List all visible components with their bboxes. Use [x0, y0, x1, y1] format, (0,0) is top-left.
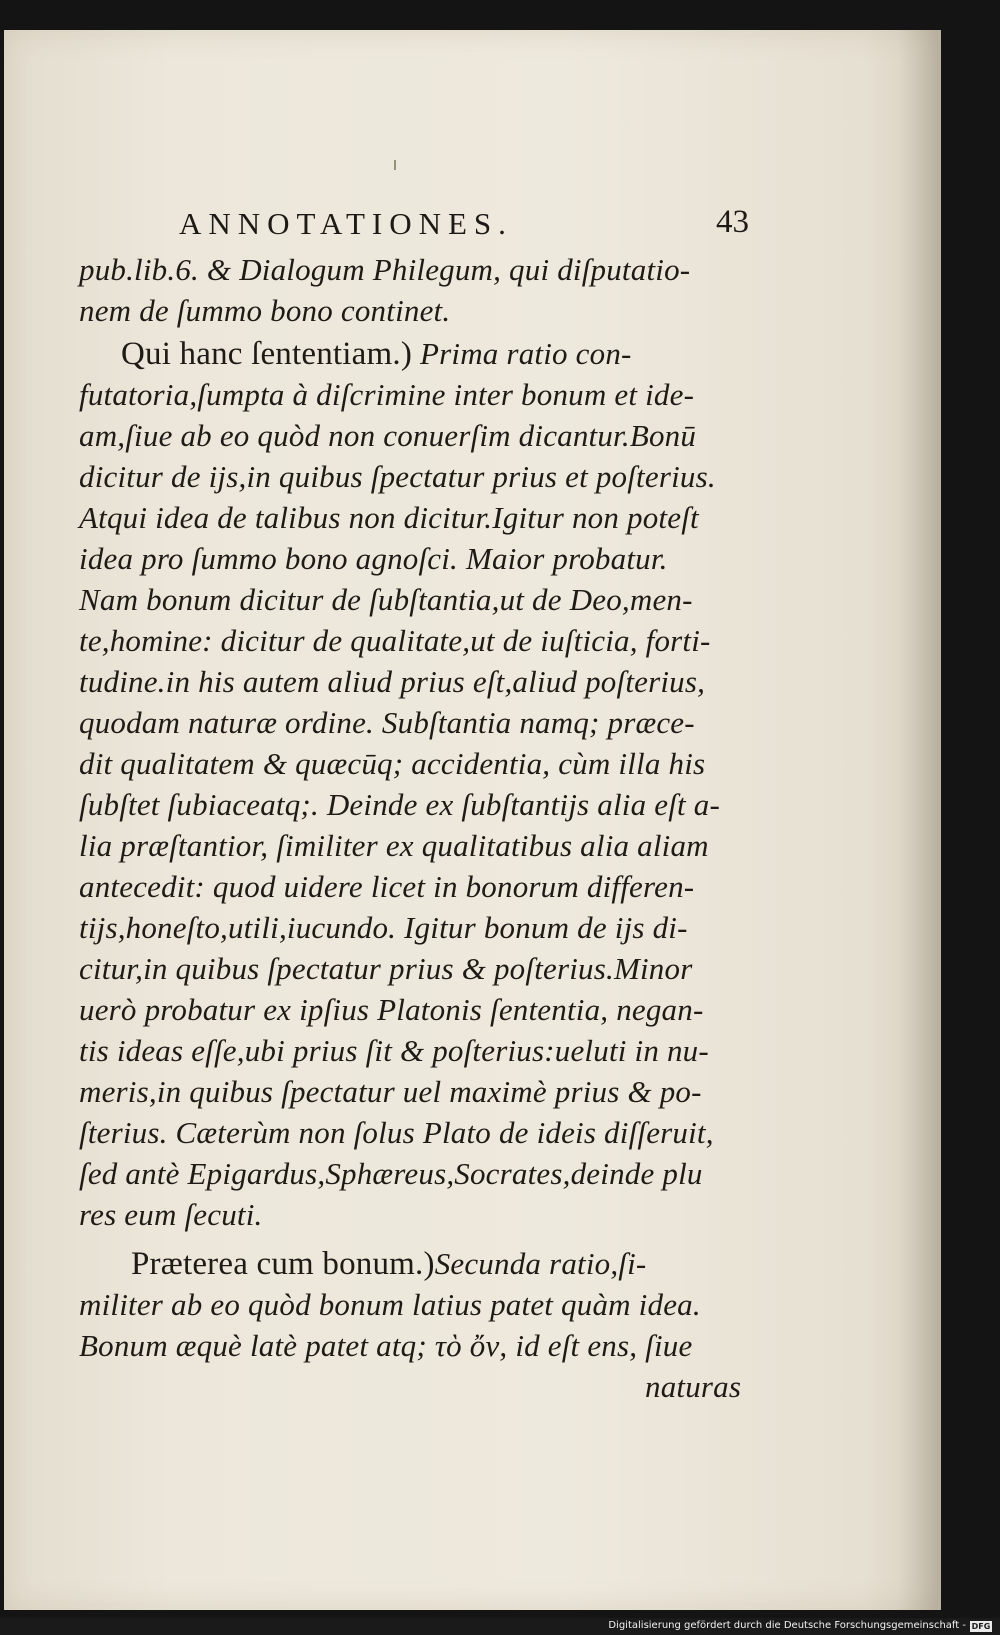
text-line-lemma	[121, 334, 632, 374]
text-line: pub.lib.6. & Dialogum Philegum, qui diſputatio-	[79, 252, 691, 287]
text-line: uerò probatur ex ipſius Platonis ſententia, negan-	[79, 992, 704, 1027]
text-line: antecedit: quod uidere licet in bonorum differen-	[79, 869, 695, 904]
text-line: ſterius. Cæterùm non ſolus Plato de ideis diſſeruit,	[79, 1115, 714, 1150]
running-head: ANNOTATIONES.	[179, 206, 513, 241]
text-line: lia præſtantior, ſimiliter ex qualitatibus alia aliam	[79, 828, 709, 863]
lemma: Qui hanc ſententiam.)	[121, 336, 413, 372]
text-line: nem de ſummo bono continet.	[79, 293, 451, 328]
text-line: tijs,honeſto,utili,iucundo. Igitur bonum de ijs di-	[79, 910, 688, 945]
book-page	[4, 30, 941, 1610]
credit-text: Digitalisierung gefördert durch die Deutsche Forschungsgemeinschaft -	[608, 1620, 966, 1631]
text-line: futatoria,ſumpta à diſcrimine inter bonum et ide-	[79, 377, 695, 412]
text-line: quodam naturæ ordine. Subſtantia namq; præce-	[79, 705, 695, 740]
page-header	[179, 198, 749, 248]
text-line: militer ab eo quòd bonum latius patet quàm idea.	[79, 1287, 701, 1322]
text-line: dit qualitatem & quæcūq; accidentia, cùm illa his	[79, 746, 706, 781]
text-line: res eum ſecuti.	[79, 1197, 263, 1232]
digitization-credit	[608, 1619, 992, 1633]
text-line: Bonum æquè latè patet atq; τὸ ὄν, id eſt ens, ſiue	[79, 1328, 693, 1363]
commentary-text: Secunda ratio,ſi-	[434, 1246, 647, 1281]
text-line: ſed antè Epigardus,Sphæreus,Socrates,deinde plu	[79, 1156, 703, 1191]
text-line: te,homine: dicitur de qualitate,ut de iuſticia, forti-	[79, 623, 711, 658]
text-line: ſubſtet ſubiaceatq;. Deinde ex ſubſtantijs alia eſt a-	[79, 787, 721, 822]
dfg-logo-icon: DFG	[971, 1621, 991, 1631]
text-line: Atqui idea de talibus non dicitur.Igitur non poteſt	[79, 500, 699, 535]
lemma: Præterea cum bonum.)	[131, 1246, 435, 1282]
text-line: citur,in quibus ſpectatur prius & poſterius.Minor	[79, 951, 693, 986]
text-line: idea pro ſummo bono agnoſci. Maior probatur.	[79, 541, 668, 576]
page-number: 43	[716, 204, 749, 240]
text-line: meris,in quibus ſpectatur uel maximè prius & po-	[79, 1074, 702, 1109]
catchword: naturas	[645, 1369, 742, 1404]
commentary-text: Prima ratio con-	[412, 336, 632, 371]
ink-mark	[394, 160, 396, 170]
text-line-lemma	[131, 1244, 646, 1284]
text-line: tis ideas eſſe,ubi prius ſit & poſterius:ueluti in nu-	[79, 1033, 709, 1068]
text-line: am,ſiue ab eo quòd non conuerſim dicantur.Bonū	[79, 418, 697, 453]
text-line: tudine.in his autem aliud prius eſt,aliud poſterius,	[79, 664, 706, 699]
text-line: dicitur de ijs,in quibus ſpectatur prius et poſterius.	[79, 459, 716, 494]
text-line: Nam bonum dicitur de ſubſtantia,ut de Deo,men-	[79, 582, 693, 617]
